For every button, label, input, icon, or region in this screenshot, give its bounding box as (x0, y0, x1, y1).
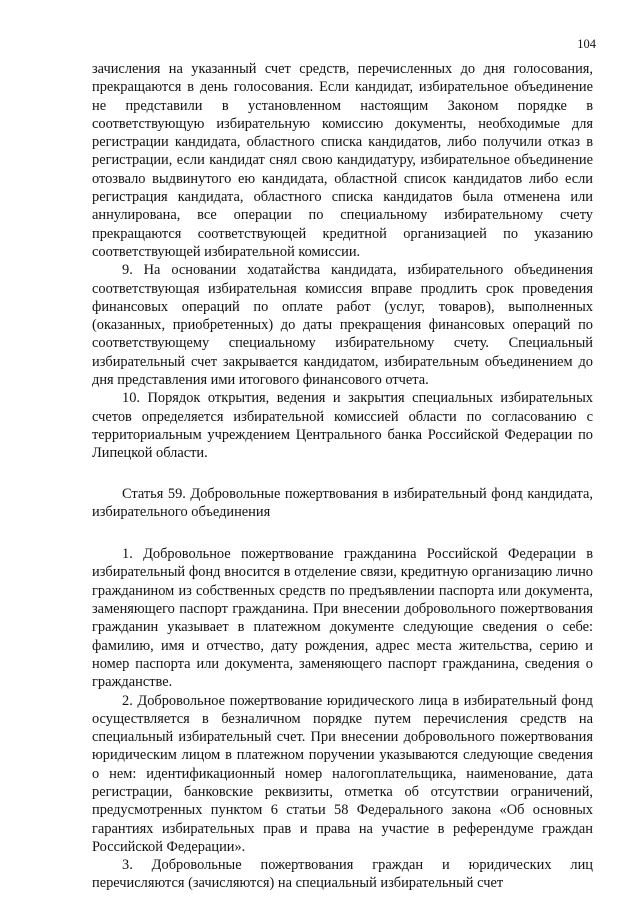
paragraph-continuation: зачисления на указанный счет средств, перечисленных до дня голосования, прекращаются в день голосования. Если кандидат, избирательное объединение не представили в установленном настоящим Законом порядке в соответствующую избирательную комиссию документы, необходимые для регистрации кандидата, областного списка кандидатов, либо получили отказ в регистрации, если кандидат снял свою кандидатуру, избирательное объединение отозвало выдвинутого ею кандидата, областной список кандидатов либо если регистрация кандидата, областного списка кандидатов была отменена или аннулирована, все операции по специальному избирательному счету прекращаются соответствующей кредитной организацией по указанию соответствующей избирательной комиссии. (92, 61, 593, 260)
document-body (92, 60, 593, 893)
paragraph-item-1: 1. Добровольное пожертвование гражданина Российской Федерации в избирательный фонд вносится в отделение связи, кредитную организацию лично гражданином из собственных средств по предъявлении паспорта или документа, заменяющего паспорт гражданина. При внесении добровольного пожертвования гражданин указывает в платежном документе следующие сведения о себе: фамилию, имя и отчество, дату рождения, адрес места жительства, серию и номер паспорта или документа, заменяющего паспорт гражданина, сведения о гражданстве. (92, 546, 593, 691)
article-heading: Статья 59. Добровольные пожертвования в избирательный фонд кандидата, избирательного объединения (92, 485, 593, 520)
paragraph-item-3: 3. Добровольные пожертвования граждан и юридических лиц перечисляются (зачисляются) на специальный избирательный счет (92, 857, 593, 892)
paragraph-item-9: 9. На основании ходатайства кандидата, избирательного объединения соответствующая избирательная комиссия вправе продлить срок проведения финансовых операций по оплате работ (услуг, товаров), выполненных (оказанных, приобретенных) до даты прекращения финансовых операций по соответствующему специальному избирательному счету. Специальный избирательный счет закрывается кандидатом, избирательным объединением до дня представления ими итогового финансового отчета. (92, 262, 593, 389)
page-number: 104 (577, 37, 596, 51)
paragraph-item-10: 10. Порядок открытия, ведения и закрытия специальных избирательных счетов определяется избирательной комиссией области по согласованию с территориальным учреждением Центрального банка Российской Федерации по Липецкой области. (92, 390, 593, 462)
paragraph-item-2: 2. Добровольное пожертвование юридического лица в избирательный фонд осуществляется в безналичном порядке путем перечисления средств на специальный избирательный счет. При внесении добровольного пожертвования юридическим лицом в платежном поручении указываются следующие сведения о нем: идентификационный номер налогоплательщика, наименование, дата регистрации, банковские реквизиты, отметка об отсутствии ограничений, предусмотренных пунктом 6 статьи 58 Федерального закона «Об основных гарантиях избирательных прав и права на участие в референдуме граждан Российской Федерации». (92, 692, 593, 855)
